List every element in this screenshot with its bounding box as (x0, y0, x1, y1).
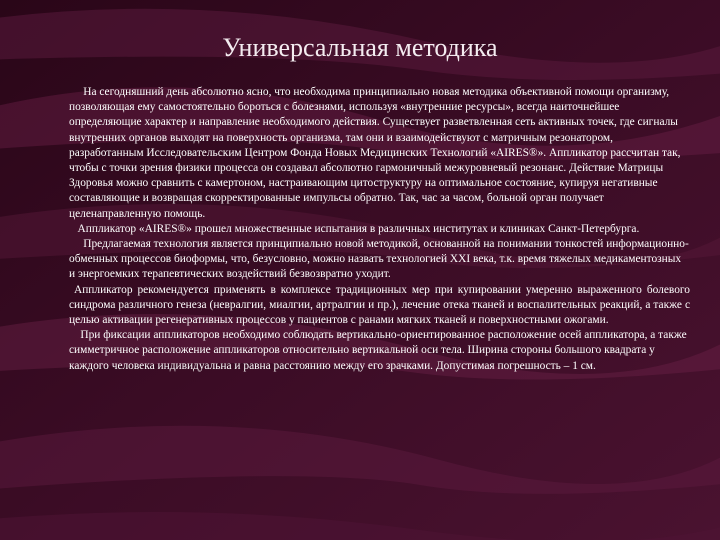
body-paragraph: Аппликатор «AIRES®» прошел множественные испытания в различных институтах и клиниках Санкт-Петербурга. (69, 222, 640, 235)
body-paragraph: При фиксации аппликаторов необходимо соблюдать вертикально-ориентированное расположение осей аппликатора, а также симметричное расположение аппликаторов относительно вертикальной оси тела. Ширина стороны большого квадрата у каждого человека индивидуальна и равна расстоянию между его зрачками. Допустимая погрешность – 1 см. (69, 329, 687, 372)
slide-body (69, 85, 690, 374)
body-paragraph: На сегодняшний день абсолютно ясно, что необходима принципиально новая методика объективной помощи организму, позволяющая ему самостоятельно бороться с болезнями, используя «внутренние ресурсы», всегда наиточнейшее определяющие характер и направление необходимого действия. Существует разветвленная сеть активных точек, где сигналы внутренних органов выходят на поверхность организма, там они и взаимодействуют с матричным резонатором, разработанным Исследовательским Центром Фонда Новых Медицинских Технологий «AIRES®». Аппликатор рассчитан так, чтобы с точки зрения физики процесса он создавал абсолютно гармоничный межуровневый резонанс. Действие Матрицы Здоровья можно сравнить с камертоном, настраивающим цитоструктуру на оптимальное состояние, купируя негативные составляющие и возвращая скорректированные импульсы обратно. Так, час за часом, больной орган получает целенаправленную помощь. (69, 86, 681, 220)
slide-title: Универсальная методика (222, 33, 498, 62)
body-paragraph: Предлагаемая технология является принципиально новой методикой, основанной на понимании тонкостей информационно-обменных процессов биоформы, что, безусловно, можно назвать технологией XXI века, т.к. время тяжелых медикаментозных и энергоемких терапевтических воздействий безвозвратно уходит. (69, 238, 689, 281)
body-paragraph: Аппликатор рекомендуется применять в комплексе традиционных мер при купировании умеренно выраженного болевого синдрома различного генеза (невралгии, миалгии, артралгии и пр.), лечение отека тканей и воспалительных реакций, а также с целью активации регенеративных процессов у пациентов с ранами мягких тканей и поверхностными ожогами. (69, 283, 690, 327)
